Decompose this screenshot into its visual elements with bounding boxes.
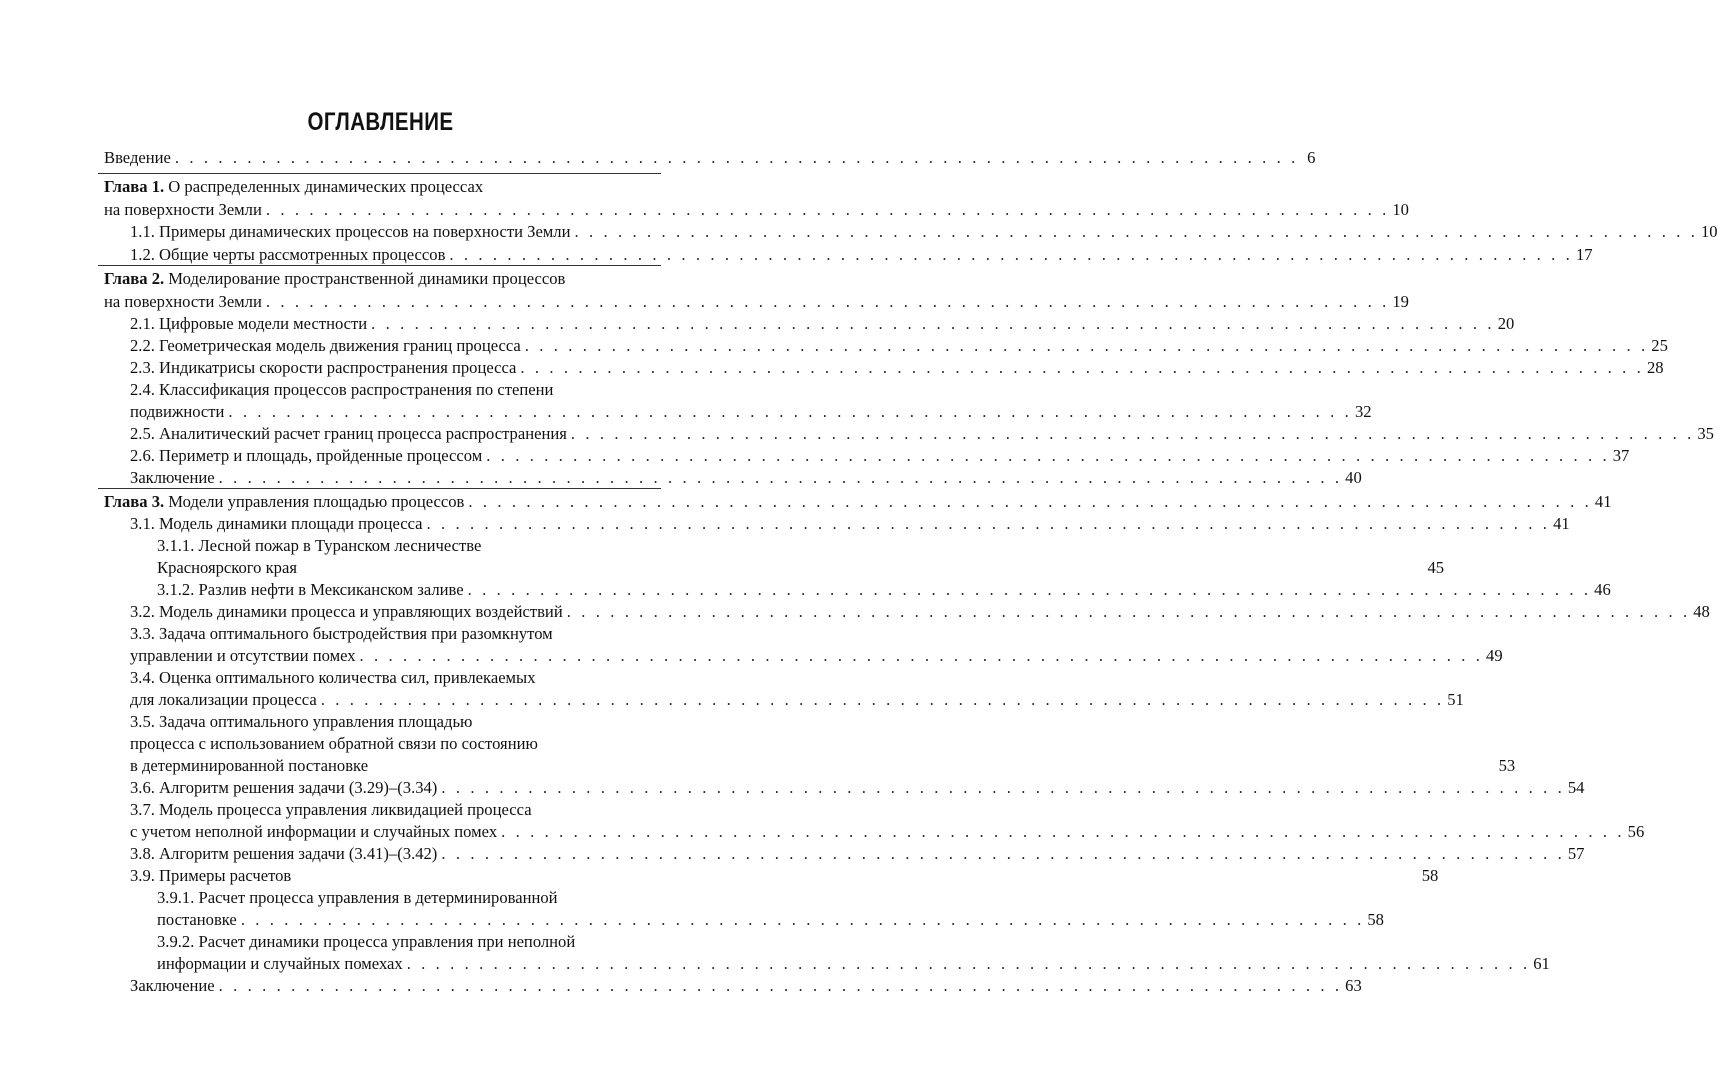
toc-entry-3-3-cont[interactable] xyxy=(130,644,1503,667)
toc-page-number: 10 xyxy=(1392,200,1409,219)
toc-page-number: 20 xyxy=(1497,314,1515,333)
toc-entry-2-6[interactable] xyxy=(130,444,1630,467)
leader-dots: . . . . . . . . . . . . . . . . . . . . . . . . . . . . . . . . . . . . . . . . . . . . . . . . . . . . . . . . . . . . . . . . . . . . . . . . . . . . . . xyxy=(174,148,1299,167)
toc-label: 3.4. Оценка оптимального количества сил, привлекаемых xyxy=(130,668,536,687)
toc-entry-1-1[interactable] xyxy=(130,220,1718,243)
toc-page-number: 41 xyxy=(1594,492,1612,511)
toc-entry-chapter-2[interactable] xyxy=(104,267,565,290)
toc-entry-2-3[interactable] xyxy=(130,356,1664,379)
toc-entry-3-4-cont[interactable] xyxy=(130,688,1464,711)
toc-label: информации и случайных помехах xyxy=(157,954,403,973)
toc-entry-chapter-1-cont[interactable] xyxy=(104,198,1409,221)
toc-page-number: 17 xyxy=(1575,245,1593,264)
toc-label: 2.6. Периметр и площадь, пройденные процессом xyxy=(130,446,483,465)
leader-dots: . . . . . . . . . . . . . . . . . . . . . . . . . . . . . . . . . . . . . . . . . . . . . . . . . . . . . . . . . . . . . . . . . . . . . . . . . . . . . . xyxy=(520,358,1644,377)
toc-label: 3.1.1. Лесной пожар в Туранском лесничестве xyxy=(157,536,482,555)
toc-entry-3-1[interactable] xyxy=(130,512,1570,535)
leader-dots xyxy=(301,556,1425,579)
chapter-title: Моделирование пространственной динамики процессов xyxy=(164,269,566,288)
toc-page-number: 63 xyxy=(1345,976,1362,995)
leader-dots: . . . . . . . . . . . . . . . . . . . . . . . . . . . . . . . . . . . . . . . . . . . . . . . . . . . . . . . . . . . . . . . . . . . . . . . . . . . . . . xyxy=(228,402,1352,421)
toc-entry-3-5[interactable] xyxy=(130,710,472,733)
toc-label: 3.7. Модель процесса управления ликвидацией процесса xyxy=(130,800,532,819)
leader-dots: . . . . . . . . . . . . . . . . . . . . . . . . . . . . . . . . . . . . . . . . . . . . . . . . . . . . . . . . . . . . . . . . . . . . . . . . . . . . . . xyxy=(468,492,1592,511)
toc-entry-3-5-cont2[interactable] xyxy=(130,754,1516,777)
leader-dots: . . . . . . . . . . . . . . . . . . . . . . . . . . . . . . . . . . . . . . . . . . . . . . . . . . . . . . . . . . . . . . . . . . . . . . . . . . . . . . xyxy=(486,446,1610,465)
toc-label: 3.9. Примеры расчетов xyxy=(130,866,292,885)
separator-line xyxy=(98,173,661,174)
toc-label: 3.3. Задача оптимального быстродействия при разомкнутом xyxy=(130,624,553,643)
separator-line xyxy=(98,265,661,266)
toc-page-number: 54 xyxy=(1567,778,1585,797)
toc-page-number: 32 xyxy=(1354,402,1372,421)
leader-dots: . . . . . . . . . . . . . . . . . . . . . . . . . . . . . . . . . . . . . . . . . . . . . . . . . . . . . . . . . . . . . . . . . . . . . . . . . . . . . . xyxy=(240,910,1365,929)
toc-label: для локализации процесса xyxy=(130,690,317,709)
toc-label: 1.2. Общие черты рассмотренных процессов xyxy=(130,245,446,264)
toc-entry-2-1[interactable] xyxy=(130,312,1515,335)
leader-dots: . . . . . . . . . . . . . . . . . . . . . . . . . . . . . . . . . . . . . . . . . . . . . . . . . . . . . . . . . . . . . . . . . . . . . . . . . . . . . . xyxy=(570,424,1695,443)
toc-label: 3.5. Задача оптимального управления площадью xyxy=(130,712,473,731)
toc-label: Введение xyxy=(104,148,171,167)
toc-label: на поверхности Земли xyxy=(104,292,262,311)
toc-entry-3-3[interactable] xyxy=(130,622,553,645)
toc-label: 2.1. Цифровые модели местности xyxy=(130,314,368,333)
toc-page-number: 6 xyxy=(1307,148,1316,167)
toc-label: 2.2. Геометрическая модель движения границ процесса xyxy=(130,336,521,355)
toc-page-number: 37 xyxy=(1612,446,1630,465)
toc-label: Заключение xyxy=(130,976,215,995)
toc-page-number: 10 xyxy=(1701,222,1718,241)
chapter-number: Глава 1. xyxy=(104,177,165,196)
toc-entry-3-6[interactable] xyxy=(130,776,1585,799)
toc-entry-2-5[interactable] xyxy=(130,422,1714,445)
toc-label: 2.4. Классификация процессов распространения по степени xyxy=(130,380,554,399)
leader-dots: . . . . . . . . . . . . . . . . . . . . . . . . . . . . . . . . . . . . . . . . . . . . . . . . . . . . . . . . . . . . . . . . . . . . . . . . . . . . . . xyxy=(218,976,1343,995)
leader-dots: . . . . . . . . . . . . . . . . . . . . . . . . . . . . . . . . . . . . . . . . . . . . . . . . . . . . . . . . . . . . . . . . . . . . . . . . . . . . . . xyxy=(406,954,1531,973)
toc-entry-3-9[interactable] xyxy=(130,864,1439,887)
toc-label: постановке xyxy=(157,910,237,929)
leader-dots: . . . . . . . . . . . . . . . . . . . . . . . . . . . . . . . . . . . . . . . . . . . . . . . . . . . . . . . . . . . . . . . . . . . . . . . . . . . . . . xyxy=(449,245,1573,264)
leader-dots xyxy=(372,754,1496,777)
leader-dots: . . . . . . . . . . . . . . . . . . . . . . . . . . . . . . . . . . . . . . . . . . . . . . . . . . . . . . . . . . . . . . . . . . . . . . . . . . . . . . xyxy=(441,778,1565,797)
toc-entry-3-7[interactable] xyxy=(130,798,532,821)
toc-label: 2.3. Индикатрисы скорости распространения процесса xyxy=(130,358,517,377)
toc-entry-chapter-2-cont[interactable] xyxy=(104,290,1409,313)
toc-entry-2-4-cont[interactable] xyxy=(130,400,1372,423)
toc-page-number: 49 xyxy=(1486,646,1503,665)
toc-entry-3-9-2-cont[interactable] xyxy=(157,952,1550,975)
separator-line xyxy=(98,488,661,489)
toc-label: 3.2. Модель динамики процесса и управляющих воздействий xyxy=(130,602,563,621)
toc-label: 3.9.2. Расчет динамики процесса управления при неполной xyxy=(157,932,576,951)
leader-dots: . . . . . . . . . . . . . . . . . . . . . . . . . . . . . . . . . . . . . . . . . . . . . . . . . . . . . . . . . . . . . . . . . . . . . . . . . . . . . . xyxy=(524,336,1649,355)
toc-label: 2.5. Аналитический расчет границ процесса распространения xyxy=(130,424,567,443)
toc-entry-3-7-cont[interactable] xyxy=(130,820,1645,843)
toc-entry-2-conclusion[interactable] xyxy=(130,466,1362,489)
toc-page-number: 56 xyxy=(1627,822,1645,841)
toc-label: подвижности xyxy=(130,402,225,421)
toc-page-number: 58 xyxy=(1367,910,1384,929)
toc-label: Заключение xyxy=(130,468,215,487)
toc-page-number: 48 xyxy=(1693,602,1710,621)
leader-dots: . . . . . . . . . . . . . . . . . . . . . . . . . . . . . . . . . . . . . . . . . . . . . . . . . . . . . . . . . . . . . . . . . . . . . . . . . . . . . . xyxy=(371,314,1495,333)
leader-dots xyxy=(295,864,1419,887)
leader-dots: . . . . . . . . . . . . . . . . . . . . . . . . . . . . . . . . . . . . . . . . . . . . . . . . . . . . . . . . . . . . . . . . . . . . . . . . . . . . . . xyxy=(574,222,1698,241)
toc-label: 3.1. Модель динамики площади процесса xyxy=(130,514,423,533)
toc-page-number: 51 xyxy=(1447,690,1464,709)
toc-label: 3.9.1. Расчет процесса управления в детерминированной xyxy=(157,888,558,907)
toc-label: 1.1. Примеры динамических процессов на поверхности Земли xyxy=(130,222,571,241)
toc-label: в детерминированной постановке xyxy=(130,756,369,775)
leader-dots: . . . . . . . . . . . . . . . . . . . . . . . . . . . . . . . . . . . . . . . . . . . . . . . . . . . . . . . . . . . . . . . . . . . . . . . . . . . . . . xyxy=(265,200,1390,219)
toc-page-number: 58 xyxy=(1421,866,1439,885)
leader-dots: . . . . . . . . . . . . . . . . . . . . . . . . . . . . . . . . . . . . . . . . . . . . . . . . . . . . . . . . . . . . . . . . . . . . . . . . . . . . . . xyxy=(441,844,1565,863)
toc-label: 3.6. Алгоритм решения задачи (3.29)–(3.34) xyxy=(130,778,438,797)
toc-entry-3-2[interactable] xyxy=(130,600,1710,623)
toc-entry-intro[interactable] xyxy=(104,146,1316,169)
toc-entry-3-1-2[interactable] xyxy=(157,578,1611,601)
toc-label: 3.8. Алгоритм решения задачи (3.41)–(3.42) xyxy=(130,844,438,863)
leader-dots: . . . . . . . . . . . . . . . . . . . . . . . . . . . . . . . . . . . . . . . . . . . . . . . . . . . . . . . . . . . . . . . . . . . . . . . . . . . . . . xyxy=(426,514,1551,533)
toc-label: процесса с использованием обратной связи по состоянию xyxy=(130,734,538,753)
toc-page-number: 25 xyxy=(1651,336,1668,355)
toc-page-number: 45 xyxy=(1427,558,1445,577)
toc-label: Красноярского края xyxy=(157,558,297,577)
toc-label: управлении и отсутствии помех xyxy=(130,646,356,665)
toc-entry-chapter-3[interactable] xyxy=(104,490,1612,513)
chapter-number: Глава 3. xyxy=(104,492,165,511)
toc-label xyxy=(104,490,464,513)
toc-page-number: 19 xyxy=(1392,292,1409,311)
toc-page-number: 53 xyxy=(1498,756,1516,775)
toc-entry-chapter-1[interactable] xyxy=(104,175,483,198)
toc-label: с учетом неполной информации и случайных помех xyxy=(130,822,498,841)
toc-entry-3-9-2[interactable] xyxy=(157,930,575,953)
toc-page-number: 35 xyxy=(1697,424,1714,443)
toc-entry-3-9-1-cont[interactable] xyxy=(157,908,1384,931)
toc-label: 3.1.2. Разлив нефти в Мексиканском заливе xyxy=(157,580,464,599)
leader-dots: . . . . . . . . . . . . . . . . . . . . . . . . . . . . . . . . . . . . . . . . . . . . . . . . . . . . . . . . . . . . . . . . . . . . . . . . . . . . . . xyxy=(501,822,1625,841)
chapter-title: Модели управления площадью процессов xyxy=(164,492,465,511)
toc-page-number: 61 xyxy=(1533,954,1550,973)
toc-entry-2-2[interactable] xyxy=(130,334,1668,357)
leader-dots: . . . . . . . . . . . . . . . . . . . . . . . . . . . . . . . . . . . . . . . . . . . . . . . . . . . . . . . . . . . . . . . . . . . . . . . . . . . . . . xyxy=(566,602,1691,621)
toc-page-number: 57 xyxy=(1567,844,1585,863)
toc-page-number: 46 xyxy=(1594,580,1611,599)
leader-dots: . . . . . . . . . . . . . . . . . . . . . . . . . . . . . . . . . . . . . . . . . . . . . . . . . . . . . . . . . . . . . . . . . . . . . . . . . . . . . . xyxy=(218,468,1343,487)
toc-entry-3-1-1-cont[interactable] xyxy=(157,556,1445,579)
toc-entry-3-9-1[interactable] xyxy=(157,886,558,909)
toc-page-number: 41 xyxy=(1553,514,1570,533)
chapter-number: Глава 2. xyxy=(104,269,165,288)
leader-dots: . . . . . . . . . . . . . . . . . . . . . . . . . . . . . . . . . . . . . . . . . . . . . . . . . . . . . . . . . . . . . . . . . . . . . . . . . . . . . . xyxy=(467,580,1592,599)
toc-entry-2-4[interactable] xyxy=(130,378,553,401)
toc-entry-3-conclusion[interactable] xyxy=(130,974,1362,997)
toc-entry-3-5-cont[interactable] xyxy=(130,732,538,755)
toc-entry-3-4[interactable] xyxy=(130,666,536,689)
toc-page-number: 40 xyxy=(1345,468,1362,487)
toc-entry-3-8[interactable] xyxy=(130,842,1585,865)
leader-dots: . . . . . . . . . . . . . . . . . . . . . . . . . . . . . . . . . . . . . . . . . . . . . . . . . . . . . . . . . . . . . . . . . . . . . . . . . . . . . . xyxy=(320,690,1445,709)
toc-entry-3-1-1[interactable] xyxy=(157,534,481,557)
toc-page-number: 28 xyxy=(1646,358,1664,377)
leader-dots: . . . . . . . . . . . . . . . . . . . . . . . . . . . . . . . . . . . . . . . . . . . . . . . . . . . . . . . . . . . . . . . . . . . . . . . . . . . . . . xyxy=(359,646,1484,665)
leader-dots: . . . . . . . . . . . . . . . . . . . . . . . . . . . . . . . . . . . . . . . . . . . . . . . . . . . . . . . . . . . . . . . . . . . . . . . . . . . . . . xyxy=(265,292,1390,311)
toc-entry-1-2[interactable] xyxy=(130,243,1593,266)
toc-label: на поверхности Земли xyxy=(104,200,262,219)
chapter-title: О распределенных динамических процессах xyxy=(164,177,484,196)
page-title: ОГЛАВЛЕНИЕ xyxy=(307,108,454,136)
